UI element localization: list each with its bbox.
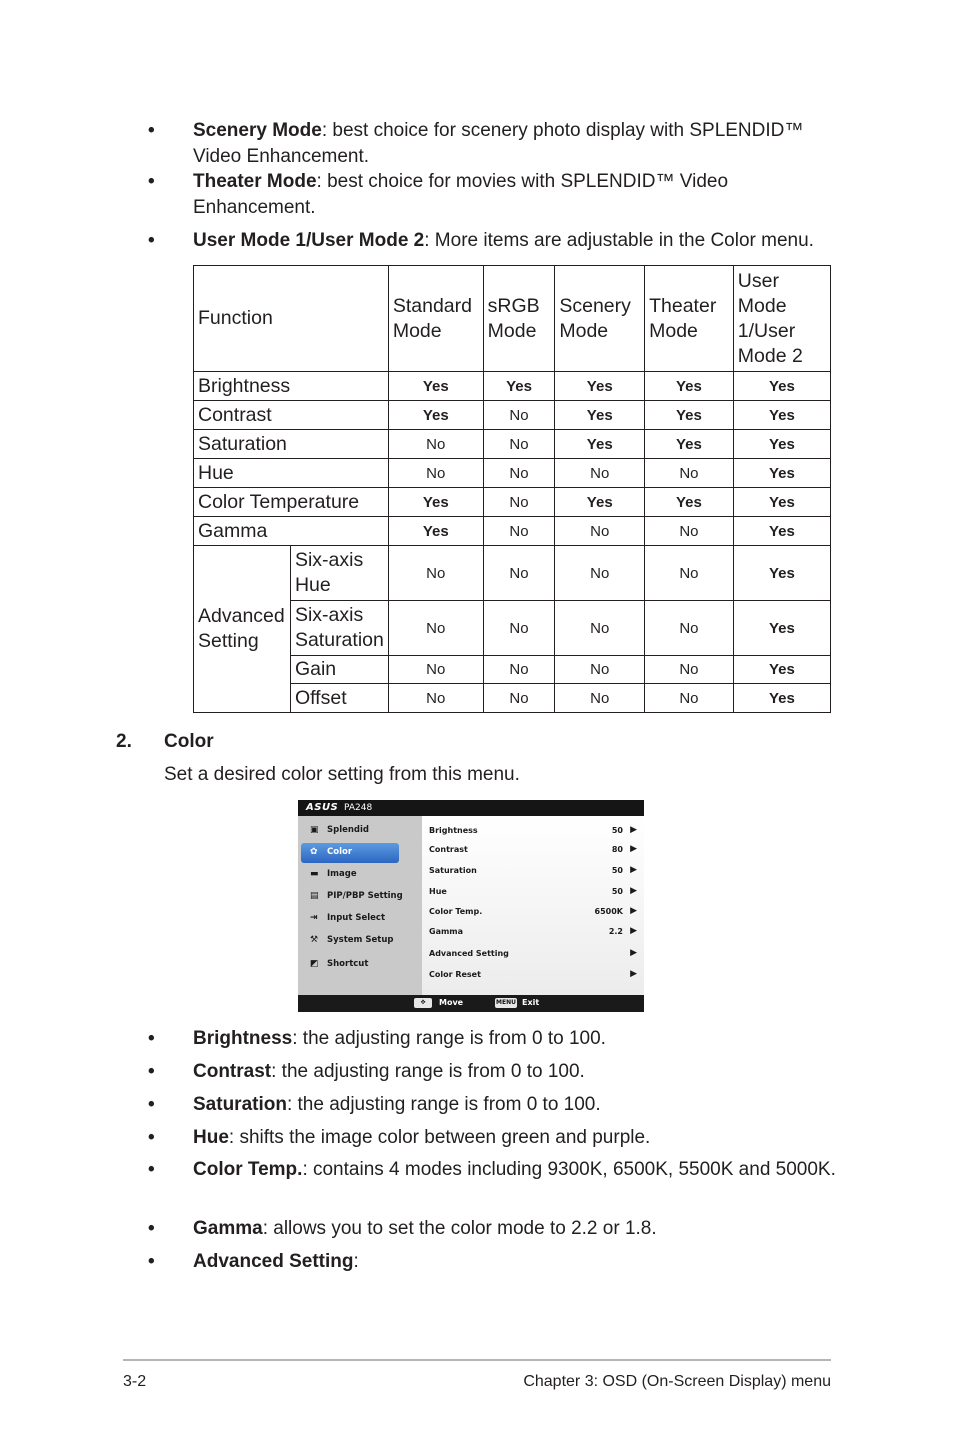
mode-function-table: [193, 265, 831, 713]
osd-model-name: PA248: [344, 803, 373, 813]
osd-menu-label: Image: [327, 869, 357, 879]
table-cell: No: [645, 517, 734, 546]
table-cell: No: [645, 459, 734, 488]
osd-item-contrast[interactable]: [429, 845, 639, 859]
osd-item-hue[interactable]: [429, 887, 639, 901]
osd-item-name: Color Temp.: [429, 907, 483, 916]
bullet-term: Color Temp.: [193, 1159, 303, 1180]
table-cell: No: [388, 459, 483, 488]
table-cell: No: [645, 601, 734, 656]
table-row-label: Gamma: [194, 517, 389, 546]
table-cell: No: [555, 684, 645, 713]
joystick-icon: ✥: [414, 998, 432, 1008]
table-cell: Yes: [645, 430, 734, 459]
osd-menu-input-select[interactable]: [308, 910, 418, 928]
table-cell: No: [555, 459, 645, 488]
table-cell: Yes: [733, 459, 830, 488]
image-icon: ▬: [310, 869, 319, 879]
splendid-icon: ▣: [310, 825, 319, 835]
table-cell: Yes: [388, 372, 483, 401]
table-cell: No: [483, 459, 555, 488]
table-cell: Yes: [733, 684, 830, 713]
table-cell: No: [645, 656, 734, 684]
table-row: [194, 517, 831, 546]
table-header-cell: Function: [194, 266, 389, 372]
table-row: [194, 488, 831, 517]
bullet-dot: •: [148, 230, 155, 251]
table-cell: No: [555, 656, 645, 684]
osd-move-hint: Move: [439, 998, 464, 1007]
table-cell: No: [483, 684, 555, 713]
table-row-label: Six-axis Hue: [290, 546, 388, 601]
footer-divider: [123, 1359, 831, 1361]
arrow-right-icon: ▶: [630, 926, 637, 936]
table-row-label: Saturation: [194, 430, 389, 459]
table-cell: Yes: [645, 401, 734, 430]
table-row-label: Six-axis Saturation: [290, 601, 388, 656]
shortcut-icon: ◩: [310, 959, 319, 969]
osd-item-name: Saturation: [429, 866, 477, 875]
osd-menu-shortcut[interactable]: [308, 956, 418, 974]
table-cell: Yes: [645, 488, 734, 517]
bullet-text: : contains 4 modes including 9300K, 6500K, 5500K and 5000K.: [302, 1159, 836, 1180]
input-icon: ⇥: [310, 913, 318, 923]
pip-icon: ▤: [310, 891, 319, 901]
table-group-label: Advanced Setting: [194, 546, 291, 713]
table-row-label: Contrast: [194, 401, 389, 430]
osd-item-gamma[interactable]: [429, 927, 639, 941]
arrow-right-icon: ▶: [630, 865, 637, 875]
bullet-term: Advanced Setting: [193, 1251, 354, 1272]
bullet-dot: •: [148, 1028, 155, 1049]
osd-menu-label: PIP/PBP Setting: [327, 891, 403, 901]
wrench-icon: ⚒: [310, 935, 319, 945]
bullet-text: : allows you to set the color mode to 2.2 or 1.8.: [262, 1218, 657, 1239]
osd-hint-bar: [298, 995, 644, 1012]
osd-item-brightness[interactable]: [429, 826, 639, 840]
bullet-text: :: [353, 1251, 359, 1272]
osd-exit-hint: Exit: [522, 998, 540, 1007]
table-row: [194, 459, 831, 488]
table-cell: Yes: [733, 430, 830, 459]
page-number: 3-2: [123, 1373, 147, 1390]
bullet-text: : best choice for movies with SPLENDID™ Video Enhancement.: [193, 171, 729, 218]
arrow-right-icon: ▶: [630, 844, 637, 854]
table-cell: No: [483, 601, 555, 656]
osd-menu-image[interactable]: [308, 866, 418, 884]
osd-item-name: Hue: [429, 887, 447, 896]
table-row: [194, 401, 831, 430]
table-cell: No: [483, 488, 555, 517]
bullet-term: User Mode 1/User Mode 2: [193, 230, 425, 251]
osd-menu-color[interactable]: [301, 843, 399, 863]
table-cell: No: [388, 546, 483, 601]
table-cell: Yes: [555, 430, 645, 459]
section-description: Set a desired color setting from this menu.: [164, 764, 520, 785]
osd-item-color-temp[interactable]: [429, 907, 639, 921]
table-row-label: Brightness: [194, 372, 389, 401]
palette-icon: ✿: [310, 847, 318, 857]
table-header-row: [194, 266, 831, 372]
bullet-text: : the adjusting range is from 0 to 100.: [271, 1061, 585, 1082]
table-row-label: Gain: [290, 656, 388, 684]
bullet-term: Brightness: [193, 1028, 293, 1049]
table-cell: No: [388, 656, 483, 684]
table-cell: Yes: [733, 656, 830, 684]
bullet-term: Theater Mode: [193, 171, 317, 192]
table-header-cell: User Mode 1/User Mode 2: [733, 266, 830, 372]
bullet-term: Contrast: [193, 1061, 272, 1082]
table-cell: No: [483, 656, 555, 684]
osd-menu-label: Input Select: [327, 913, 386, 923]
osd-item-name: Advanced Setting: [429, 949, 509, 958]
bullet-term: Saturation: [193, 1094, 287, 1115]
table-cell: Yes: [733, 488, 830, 517]
osd-item-name: Brightness: [429, 826, 478, 835]
osd-item-value: 50: [611, 887, 623, 896]
osd-item-value: 2.2: [608, 927, 623, 936]
bullet-dot: •: [148, 1061, 155, 1082]
table-cell: No: [645, 546, 734, 601]
table-cell: No: [483, 430, 555, 459]
osd-menu-label: Color: [327, 847, 353, 857]
bullet-text: : shifts the image color between green and purple.: [228, 1127, 651, 1148]
table-cell: No: [388, 684, 483, 713]
table-header-cell: sRGB Mode: [483, 266, 555, 372]
bullet-term: Hue: [193, 1127, 229, 1148]
table-cell: No: [388, 601, 483, 656]
bullet-text: : More items are adjustable in the Color menu.: [424, 230, 814, 251]
table-cell: Yes: [388, 517, 483, 546]
table-row: [194, 546, 831, 601]
osd-item-color-reset[interactable]: [429, 970, 639, 984]
table-cell: Yes: [733, 372, 830, 401]
table-cell: Yes: [555, 488, 645, 517]
table-cell: No: [645, 684, 734, 713]
osd-menu-pip-pbp[interactable]: [308, 888, 418, 906]
table-cell: Yes: [388, 401, 483, 430]
table-cell: Yes: [483, 372, 555, 401]
osd-brand-logo: ASUS: [306, 802, 339, 813]
osd-item-value: 80: [611, 845, 623, 854]
table-cell: No: [483, 517, 555, 546]
arrow-right-icon: ▶: [630, 969, 637, 979]
table-row-label: Offset: [290, 684, 388, 713]
table-cell: No: [555, 601, 645, 656]
table-cell: No: [388, 430, 483, 459]
osd-item-name: Contrast: [429, 845, 468, 854]
osd-item-name: Color Reset: [429, 970, 481, 979]
bullet-dot: •: [148, 1218, 155, 1239]
osd-item-saturation[interactable]: [429, 866, 639, 880]
arrow-right-icon: ▶: [630, 825, 637, 835]
table-cell: Yes: [733, 601, 830, 656]
table-cell: Yes: [388, 488, 483, 517]
osd-menu-label: Splendid: [327, 825, 370, 835]
section-number: 2.: [116, 731, 132, 752]
chapter-title: Chapter 3: OSD (On-Screen Display) menu: [523, 1373, 831, 1390]
osd-menu-system-setup[interactable]: [308, 932, 418, 950]
arrow-right-icon: ▶: [630, 886, 637, 896]
osd-item-name: Gamma: [429, 927, 464, 936]
table-header-cell: Theater Mode: [645, 266, 734, 372]
table-row: [194, 372, 831, 401]
bullet-dot: •: [148, 1159, 155, 1180]
section-title: Color: [164, 731, 214, 752]
table-cell: Yes: [733, 546, 830, 601]
table-header-cell: Standard Mode: [388, 266, 483, 372]
table-cell: Yes: [733, 517, 830, 546]
bullet-text: : best choice for scenery photo display with SPLENDID™ Video Enhancement.: [193, 120, 804, 167]
table-cell: No: [555, 517, 645, 546]
bullet-dot: •: [148, 171, 155, 192]
osd-menu-label: Shortcut: [327, 959, 369, 969]
table-cell: No: [555, 546, 645, 601]
arrow-right-icon: ▶: [630, 906, 637, 916]
table-cell: Yes: [645, 372, 734, 401]
bullet-term: Gamma: [193, 1218, 263, 1239]
bullet-dot: •: [148, 1127, 155, 1148]
osd-menu-label: System Setup: [327, 935, 394, 945]
osd-item-value: 50: [611, 866, 623, 875]
menu-key-icon: MENU: [496, 999, 516, 1006]
bullet-text: : the adjusting range is from 0 to 100.: [286, 1094, 601, 1115]
table-header-cell: Scenery Mode: [555, 266, 645, 372]
table-row-label: Hue: [194, 459, 389, 488]
osd-title-bar: [298, 800, 644, 816]
osd-item-value: 6500K: [594, 907, 623, 916]
arrow-right-icon: ▶: [630, 948, 637, 958]
osd-item-value: 50: [611, 826, 623, 835]
osd-item-advanced-setting[interactable]: [429, 949, 639, 963]
table-cell: No: [483, 401, 555, 430]
table-cell: Yes: [733, 401, 830, 430]
table-cell: Yes: [555, 401, 645, 430]
table-row: [194, 430, 831, 459]
osd-submenu-panel: [422, 816, 644, 995]
bullet-dot: •: [148, 1251, 155, 1272]
table-row-label: Color Temperature: [194, 488, 389, 517]
bullet-term: Scenery Mode: [193, 120, 322, 141]
table-cell: Yes: [555, 372, 645, 401]
bullet-dot: •: [148, 120, 155, 141]
bullet-text: : the adjusting range is from 0 to 100.: [292, 1028, 606, 1049]
table-cell: No: [483, 546, 555, 601]
osd-menu-splendid[interactable]: [308, 822, 418, 840]
osd-color-menu-screenshot: [298, 800, 644, 1012]
bullet-dot: •: [148, 1094, 155, 1115]
